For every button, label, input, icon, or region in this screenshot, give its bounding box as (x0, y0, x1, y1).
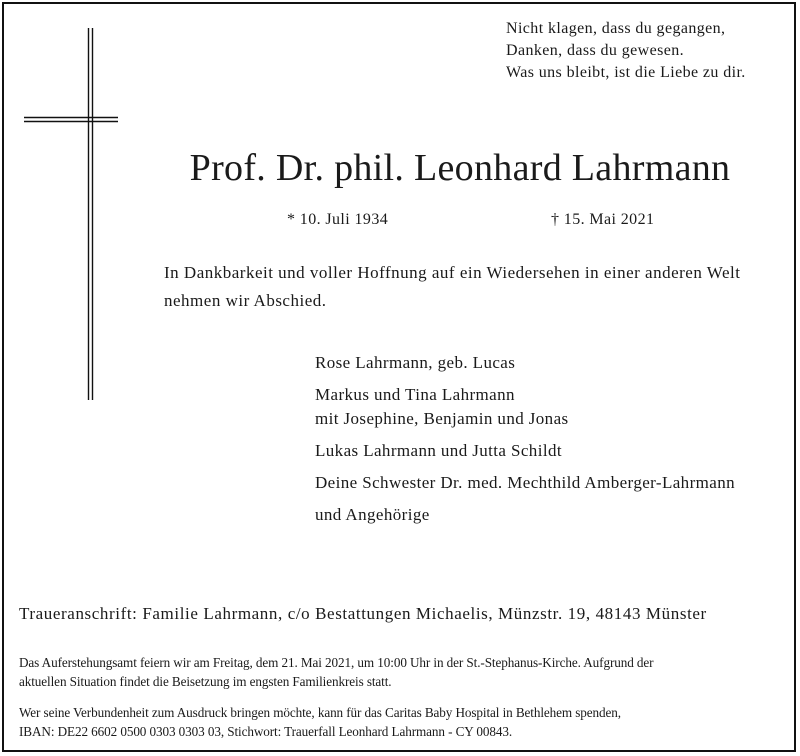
donation-notice-line-1: Wer seine Verbundenheit zum Ausdruck bringen möchte, kann für das Caritas Baby Hospital in Bethlehem spenden, (19, 705, 621, 720)
cross-icon (24, 28, 118, 400)
donation-notice-line-2: IBAN: DE22 6602 0500 0303 0303 03, Stichwort: Trauerfall Leonhard Lahrmann - CY 00843. (19, 724, 513, 739)
mourner-line: Deine Schwester Dr. med. Mechthild Amberger-Lahrmann (315, 473, 736, 492)
service-notice-line-2: aktuellen Situation findet die Beisetzung im engsten Familienkreis statt. (19, 674, 392, 689)
mourners-list (315, 351, 735, 527)
service-notice-line-1: Das Auferstehungsamt feiern wir am Freitag, dem 21. Mai 2021, um 10:00 Uhr in der St.-Stephanus-Kirche. Aufgrund der (19, 655, 654, 670)
mourner-line: mit Josephine, Benjamin und Jonas (315, 409, 569, 428)
birth-date: * 10. Juli 1934 (287, 211, 389, 228)
deceased-name: Prof. Dr. phil. Leonhard Lahrmann (189, 147, 731, 189)
farewell-text (164, 259, 784, 315)
death-date: † 15. Mai 2021 (551, 211, 655, 228)
mourner-line: Markus und Tina Lahrmann (315, 385, 515, 404)
poem-line-3: Was uns bleibt, ist die Liebe zu dir. (506, 64, 746, 81)
donation-notice (19, 703, 785, 741)
mourner-line: Rose Lahrmann, geb. Lucas (315, 353, 516, 372)
poem-line-1: Nicht klagen, dass du gegangen, (506, 20, 726, 37)
service-notice (19, 653, 785, 691)
poem-line-2: Danken, dass du gewesen. (506, 42, 684, 59)
poem (506, 18, 786, 84)
mourner-line: Lukas Lahrmann und Jutta Schildt (315, 441, 562, 460)
mourning-address: Traueranschrift: Familie Lahrmann, c/o Bestattungen Michaelis, Münzstr. 19, 48143 Münster (19, 604, 707, 623)
mourner-line: und Angehörige (315, 505, 430, 524)
farewell-line-1: In Dankbarkeit und voller Hoffnung auf ein Wiedersehen in einer anderen Welt (164, 263, 741, 282)
farewell-line-2: nehmen wir Abschied. (164, 291, 327, 310)
